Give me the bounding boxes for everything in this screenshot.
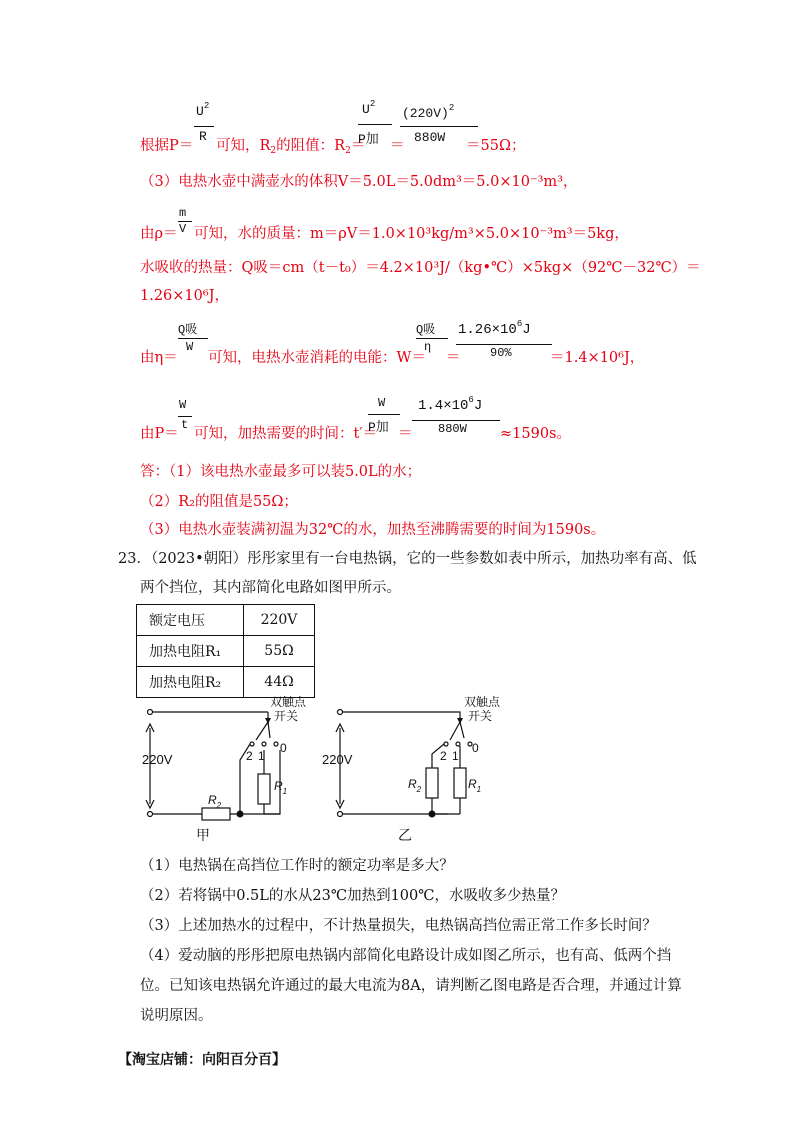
junction-dot [237,811,244,818]
fraction-m-over-v: m V [178,206,192,246]
question-23-stem: 23．（2023•朝阳）彤彤家里有一台电热锅，它的一些参数如表中所示，加热功率有高、低 [118,551,697,567]
solution-line-mass-pre: 由ρ＝ [140,226,178,242]
table-cell-value: 44Ω [244,667,315,698]
switch-blade [256,722,270,740]
solution-line-time-pre: 由P＝ [140,426,179,442]
wire [340,712,460,724]
switch-label: 双触点 [464,695,501,709]
table-row [137,667,315,698]
switch-label: 开关 [274,709,299,723]
contact-label: 1 [452,749,459,763]
solution-line-volume: （3）电热水壶中满壶水的体积V＝5.0L＝5.0dm³＝5.0×10⁻³m³， [140,174,578,190]
parameter-table [136,604,315,698]
fraction-u2-over-r: $U^2$ R [194,104,214,152]
resistor-r2 [426,768,438,798]
energy-result: ＝1.4×10⁶J， [550,350,645,366]
answer-2: （2）R₂的阻值是55Ω； [140,494,298,510]
r1-label: $R_1$ [274,779,288,796]
table-cell-value: 55Ω [244,636,315,667]
time-result: ≈1590s。 [500,426,571,442]
switch-label: 开关 [468,709,493,723]
contact-1 [262,742,266,746]
table-row [137,605,315,636]
junction-dot [429,811,436,818]
fraction-energy-value: $1.26\times 10^6J$ 90% [456,322,552,366]
sub-question-1: （1）电热锅在高挡位工作时的额定功率是多大？ [140,858,454,874]
solution-line-mass: 可知，水的质量：m＝ρV＝1.0×10³kg/m³×5.0×10⁻³m³＝5kg， [194,226,629,242]
fraction-w-over-t: W t [178,398,192,442]
solution-line-power-mid: 可知，$R_2$的阻值：$R_2=$ [216,138,366,156]
terminal [148,710,153,715]
sub-question-3: （3）上述加热水的过程中，不计热量损失，电热锅高挡位需正常工作多长时间？ [140,918,657,934]
answer-1: 答：（1）该电热水壶最多可以装5.0L的水； [140,464,422,480]
fraction-220v-over-880w: $(220V)^2$ 880W [400,106,478,152]
sub-question-4: （4）爱动脑的彤彤把原电热锅内部简化电路设计成如图乙所示，也有高、低两个挡 [140,948,672,964]
fraction-w-over-p: W P加 [368,396,400,442]
caption-yi: 乙 [398,827,412,843]
contact-label: 2 [440,749,447,763]
table-row [137,636,315,667]
terminal [148,812,153,817]
circuit-diagrams [130,694,550,844]
contact-label: 1 [258,749,265,763]
sub-question-4-end: 说明原因。 [140,1008,213,1024]
solution-line-time-mid: 可知，加热需要的时间：t′＝ [194,426,378,442]
table-cell-label: 加热电阻R₁ [137,636,244,667]
sub-question-4-cont: 位。已知该电热锅允许通过的最大电流为8A，请判断乙图电路是否合理，并通过计算 [140,978,682,994]
contact-label: 0 [280,741,287,755]
caption-jia: 甲 [196,827,210,843]
fraction-q-over-eta: Q吸 η [416,320,448,366]
terminal [338,710,343,715]
r2-result: ＝55Ω； [466,138,526,154]
contact-label: 0 [472,741,479,755]
resistor-r1 [258,774,270,804]
switch-label: 双触点 [270,695,307,709]
equals-sign: ＝ [446,350,461,366]
equals-sign: ＝ [390,138,405,154]
contact-label: 2 [246,749,253,763]
solution-line-energy-mid: 可知，电热水壶消耗的电能：W＝ [208,350,426,366]
contact-2 [444,742,448,746]
terminal [338,812,343,817]
resistor-r1 [454,768,466,798]
table-cell-label: 加热电阻R₂ [137,667,244,698]
contact-2 [250,742,254,746]
r2-label: $R_2$ [208,793,222,810]
sub-question-2: （2）若将锅中0.5L的水从23℃加热到100℃，水吸收多少热量？ [140,888,565,904]
voltage-label: 220V [322,752,353,767]
table-cell-value: 220V [244,605,315,636]
switch-blade [450,722,464,740]
footer-shop-label: 【淘宝店铺：向阳百分百】 [118,1052,286,1068]
fraction-u2-over-p: $U^2$ P加 [358,102,392,152]
r1-label: $R_1$ [468,777,482,794]
switch-pivot [457,718,463,724]
voltage-label: 220V [142,752,173,767]
solution-line-heat: 水吸收的热量：Q吸＝cm（t－t₀）＝4.2×10³J/（kg•℃）×5kg×（92℃－32℃）＝ [140,260,701,276]
fraction-time-value: $1.4\times 10^6J$ 880W [412,398,500,442]
equals-sign: ＝ [398,426,413,442]
fraction-q-over-w: Q吸 W [178,320,208,366]
solution-line-power: 根据P＝ [140,138,194,154]
contact-1 [456,742,460,746]
switch-pivot [265,718,271,724]
table-cell-label: 额定电压 [137,605,244,636]
contact-0 [274,742,278,746]
question-23-stem-cont: 两个挡位，其内部简化电路如图甲所示。 [140,580,401,596]
solution-line-energy-pre: 由η＝ [140,350,178,366]
answer-3: （3）电热水壶装满初温为32℃的水，加热至沸腾需要的时间为1590s。 [140,522,606,538]
r2-label: $R_2$ [408,777,422,794]
solution-line-heat-value: 1.26×10⁶J， [140,288,230,304]
